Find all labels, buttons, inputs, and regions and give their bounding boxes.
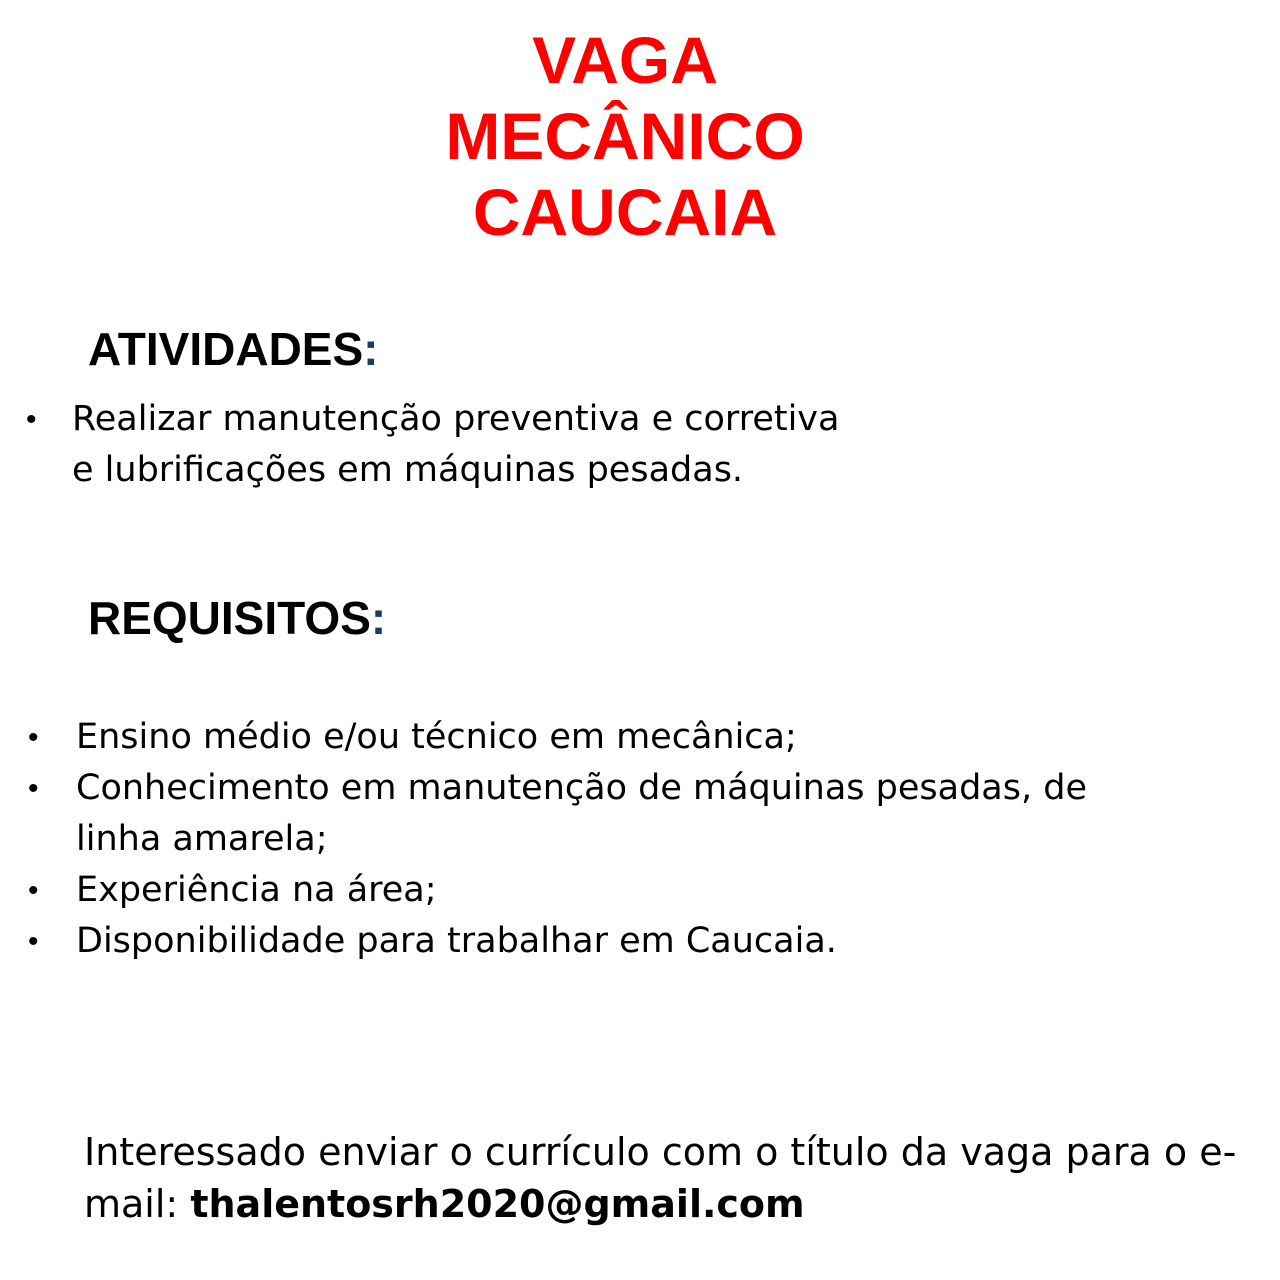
- requisito-text: Disponibilidade para trabalhar em Caucaia.: [76, 921, 837, 961]
- list-item: [0, 865, 1240, 916]
- requisito-text: Conhecimento em manutenção de máquinas pesadas, de linha amarela;: [76, 768, 1087, 859]
- job-title: [0, 22, 1250, 250]
- requisitos-heading-text: REQUISITOS: [88, 592, 371, 644]
- footer-text: Interessado enviar o currículo com o título da vaga para o e-mail:: [84, 1130, 1237, 1226]
- requisitos-colon: :: [370, 592, 387, 644]
- title-line-role: MECÂNICO: [445, 99, 805, 173]
- atividades-colon: :: [363, 323, 379, 375]
- title-line-city: CAUCAIA: [472, 175, 778, 249]
- requisito-text: Experiência na área;: [76, 870, 437, 910]
- bullet-icon: •: [28, 721, 39, 754]
- requisitos-heading: [88, 591, 386, 645]
- atividades-heading: [88, 322, 379, 376]
- list-item: [0, 916, 1240, 967]
- list-item: [0, 763, 1240, 865]
- atividades-heading-text: ATIVIDADES: [88, 323, 364, 375]
- title-line-vaga: VAGA: [532, 23, 718, 97]
- bullet-icon: •: [28, 874, 39, 907]
- bullet-icon: •: [28, 772, 39, 805]
- atividade-text: Realizar manutenção preventiva e corretiva e lubrificações em máquinas pesadas.: [72, 399, 840, 490]
- list-item: [0, 712, 1240, 763]
- contact-footer: [84, 1126, 1254, 1230]
- atividades-list: [0, 394, 900, 496]
- requisito-text: Ensino médio e/ou técnico em mecânica;: [76, 717, 797, 757]
- bullet-icon: •: [26, 403, 37, 436]
- requisitos-list: [0, 712, 1240, 967]
- email-link[interactable]: thalentosrh2020@gmail.com: [190, 1182, 805, 1226]
- bullet-icon: •: [28, 925, 39, 958]
- list-item: [0, 394, 900, 496]
